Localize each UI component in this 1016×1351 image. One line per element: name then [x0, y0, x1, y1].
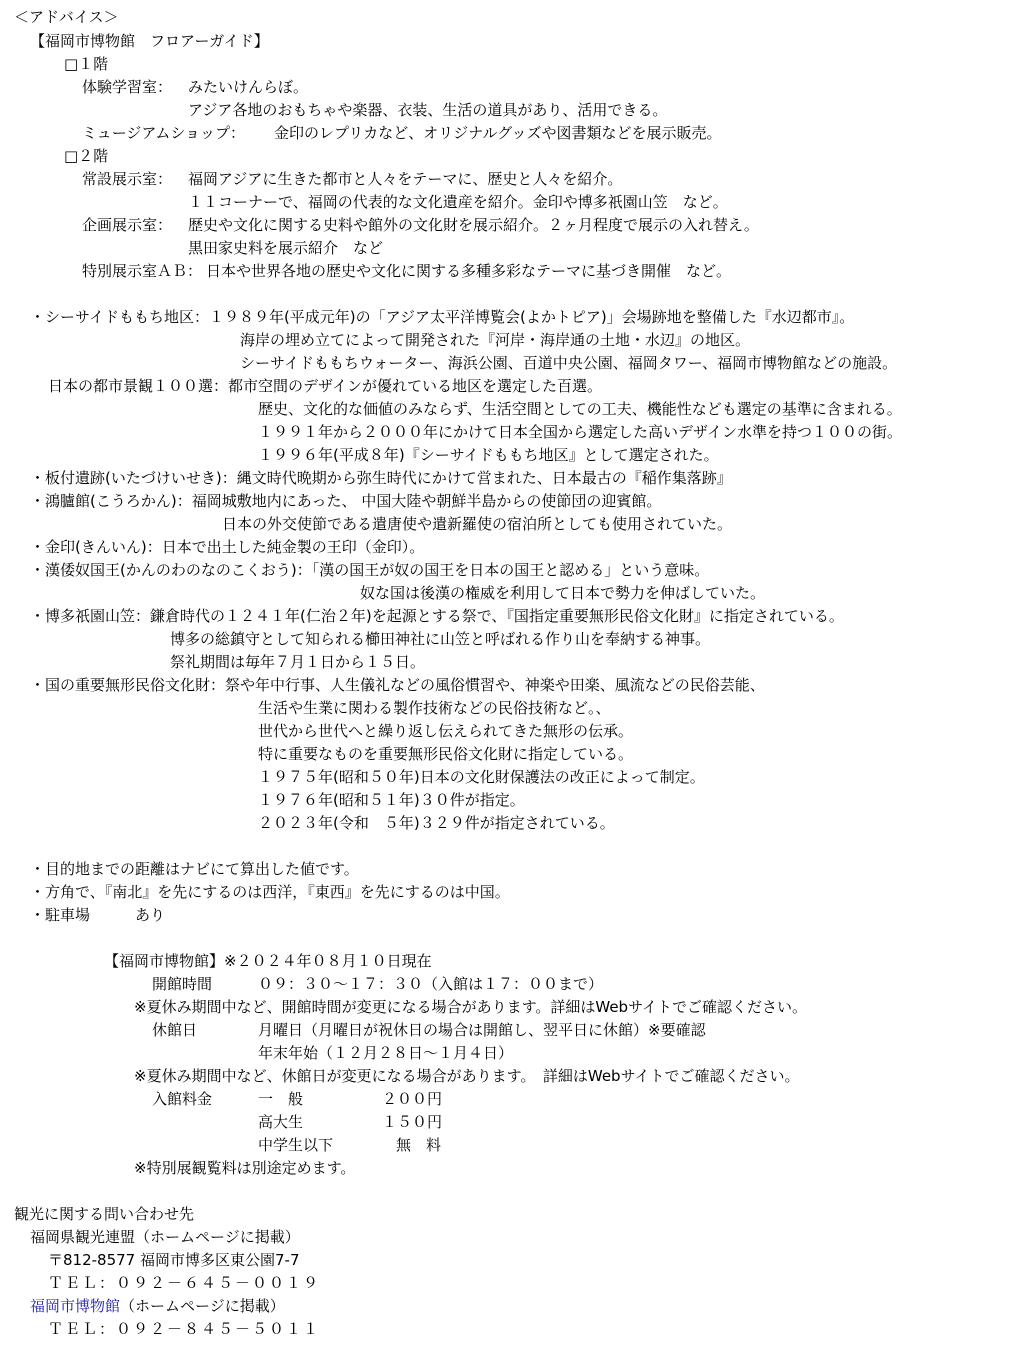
room-desc: 黒田家史料を展示紹介 など	[188, 239, 384, 257]
note-line: ２０２３年(令和 ５年)３２９件が指定されている。	[258, 814, 615, 832]
note-line: 日本の外交使節である遣唐使や遣新羅使の宿泊所としても使用されていた。	[222, 515, 733, 533]
room-desc: アジア各地のおもちゃや楽器、衣装、生活の道具があり、活用できる。	[188, 101, 668, 119]
room-name: 企画展示室：	[82, 216, 173, 234]
contact-tel: ＴＥＬ：０９２－６４５－００１９	[48, 1274, 321, 1292]
fee-price: １５０円	[382, 1113, 443, 1131]
note-line: １９９６年(平成８年)『シーサイドももち地区』として選定された。	[258, 446, 719, 464]
note-line: 歴史、文化的な価値のみならず、生活空間としての工夫、機能性なども選定の基準に含まれる。	[258, 400, 902, 418]
fee-category: 中学生以下	[258, 1136, 334, 1154]
note-line: ・博多祇園山笠：鎌倉時代の１２４１年(仁治２年)を起源とする祭で、『国指定重要無形民俗文化財』に指定されている。	[30, 607, 844, 625]
contact-org-suffix: （ホームページに掲載）	[120, 1297, 285, 1315]
hours-note: ※夏休み期間中など、開館時間が変更になる場合があります。詳細はWebサイトでご確認ください。	[134, 998, 808, 1016]
misc-line: ・目的地までの距離はナビにて算出した値です。	[30, 860, 359, 878]
museum-info-heading: 【福岡市博物館】※２０２４年０８月１０日現在	[104, 952, 432, 970]
note-line: ・金印(きんいん)：日本で出土した純金製の王印（金印）。	[30, 538, 425, 556]
contact-title: 観光に関する問い合わせ先	[14, 1205, 195, 1223]
note-line: ・板付遺跡(いたづけいせき)：縄文時代晩期から弥生時代にかけて営まれた、日本最古の『稲作集落跡』	[30, 469, 732, 487]
misc-line: ・方角で、『南北』を先にするのは西洋，『東西』を先にするのは中国。	[30, 883, 510, 901]
note-line: 生活や生業に関わる製作技術などの民俗技術など。、	[258, 699, 611, 717]
closed-value: 月曜日（月曜日が祝休日の場合は開館し、翌平日に休館）※要確認	[258, 1021, 706, 1039]
museum-link[interactable]: 福岡市博物館	[30, 1297, 121, 1315]
contact-tel: ＴＥＬ：０９２－８４５－５０１１	[48, 1320, 321, 1338]
room-desc: 福岡アジアに生きた都市と人々をテーマに、歴史と人々を紹介。	[188, 170, 623, 188]
room-name: ミュージアムショップ：	[82, 124, 246, 142]
hours-label: 開館時間	[152, 975, 213, 993]
closed-value: 年末年始（１２月２８日～１月４日）	[258, 1044, 514, 1062]
fee-category: 高大生	[258, 1113, 304, 1131]
note-line: 日本の都市景観１００選：都市空間のデザインが優れている地区を選定した百選。	[48, 377, 602, 395]
fee-category: 一 般	[258, 1090, 304, 1108]
note-line: ・鴻臚館(こうろかん)：福岡城敷地内にあった、 中国大陸や朝鮮半島からの使節団の迎賓館。	[30, 492, 662, 510]
floor-guide-title: 【福岡市博物館 フロアーガイド】	[30, 32, 269, 50]
contact-address: 〒812-8577 福岡市博多区東公園7-7	[48, 1251, 300, 1269]
note-line: ・国の重要無形民俗文化財：祭や年中行事、人生儀礼などの風俗慣習や、神楽や田楽、風流などの民俗芸能、	[30, 676, 765, 694]
room-name: 常設展示室：	[82, 170, 173, 188]
room-desc: 歴史や文化に関する史料や館外の文化財を展示紹介。２ヶ月程度で展示の入れ替え。	[188, 216, 759, 234]
misc-line: ・駐車場 あり	[30, 906, 166, 924]
room-name: 特別展示室ＡＢ：	[82, 262, 203, 280]
advice-title: ＜アドバイス＞	[14, 8, 119, 26]
note-line: 世代から世代へと繰り返し伝えられてきた無形の伝承。	[258, 722, 634, 740]
note-line: 特に重要なものを重要無形民俗文化財に指定している。	[258, 745, 634, 763]
note-line: 博多の総鎮守として知られる櫛田神社に山笠と呼ばれる作り山を奉納する神事。	[170, 630, 711, 648]
hours-value: ０９：３０～１７：３０（入館は１７：００まで）	[258, 975, 604, 993]
note-line: 海岸の埋め立てによって開発された『河岸・海岸通の土地・水辺』の地区。	[240, 331, 751, 349]
note-line: シーサイドももちウォーター、海浜公園、百道中央公園、福岡タワー、福岡市博物館などの施設。	[240, 354, 898, 372]
note-line: ・シーサイドももち地区：１９８９年(平成元年)の「アジア太平洋博覧会(よかトピア)」会場跡地を整備した『水辺都市』。	[30, 308, 855, 326]
fee-price: ２００円	[382, 1090, 443, 1108]
contact-org-2	[30, 1295, 285, 1318]
note-line: １９７５年(昭和５０年)日本の文化財保護法の改正によって制定。	[258, 768, 705, 786]
closed-note: ※夏休み期間中など、休館日が変更になる場合があります。 詳細はWebサイトでご確認ください。	[134, 1067, 800, 1085]
fee-note: ※特別展観覧料は別途定めます。	[134, 1159, 356, 1177]
room-name: 体験学習室：	[82, 78, 173, 96]
note-line: 奴な国は後漢の権威を利用して日本で勢力を伸ばしていた。	[360, 584, 766, 602]
note-line: １９９１年から２０００年にかけて日本全国から選定した高いデザイン水準を持つ１００の街。	[258, 423, 902, 441]
closed-label: 休館日	[152, 1021, 198, 1039]
contact-org-name: 福岡県観光連盟（ホームページに掲載）	[30, 1228, 300, 1246]
floor-2-label: □２階	[64, 147, 109, 165]
room-desc: 日本や世界各地の歴史や文化に関する多種多彩なテーマに基づき開催 など。	[206, 262, 732, 280]
note-line: ・漢倭奴国王(かんのわのなのこくおう)：「漢の国王が奴の国王を日本の国王と認める」という意味。	[30, 561, 710, 579]
fee-label: 入館料金	[152, 1090, 213, 1108]
fee-price: 無 料	[396, 1136, 442, 1154]
note-line: 祭礼期間は毎年７月１日から１５日。	[170, 653, 426, 671]
room-desc: 金印のレプリカなど、オリジナルグッズや図書類などを展示販売。	[274, 124, 722, 142]
room-desc: １１コーナーで、福岡の代表的な文化遺産を紹介。金印や博多祇園山笠 など。	[188, 193, 728, 211]
room-desc: みたいけんらぼ。	[188, 78, 309, 96]
note-line: １９７６年(昭和５１年)３０件が指定。	[258, 791, 525, 809]
floor-1-label: □１階	[64, 55, 109, 73]
